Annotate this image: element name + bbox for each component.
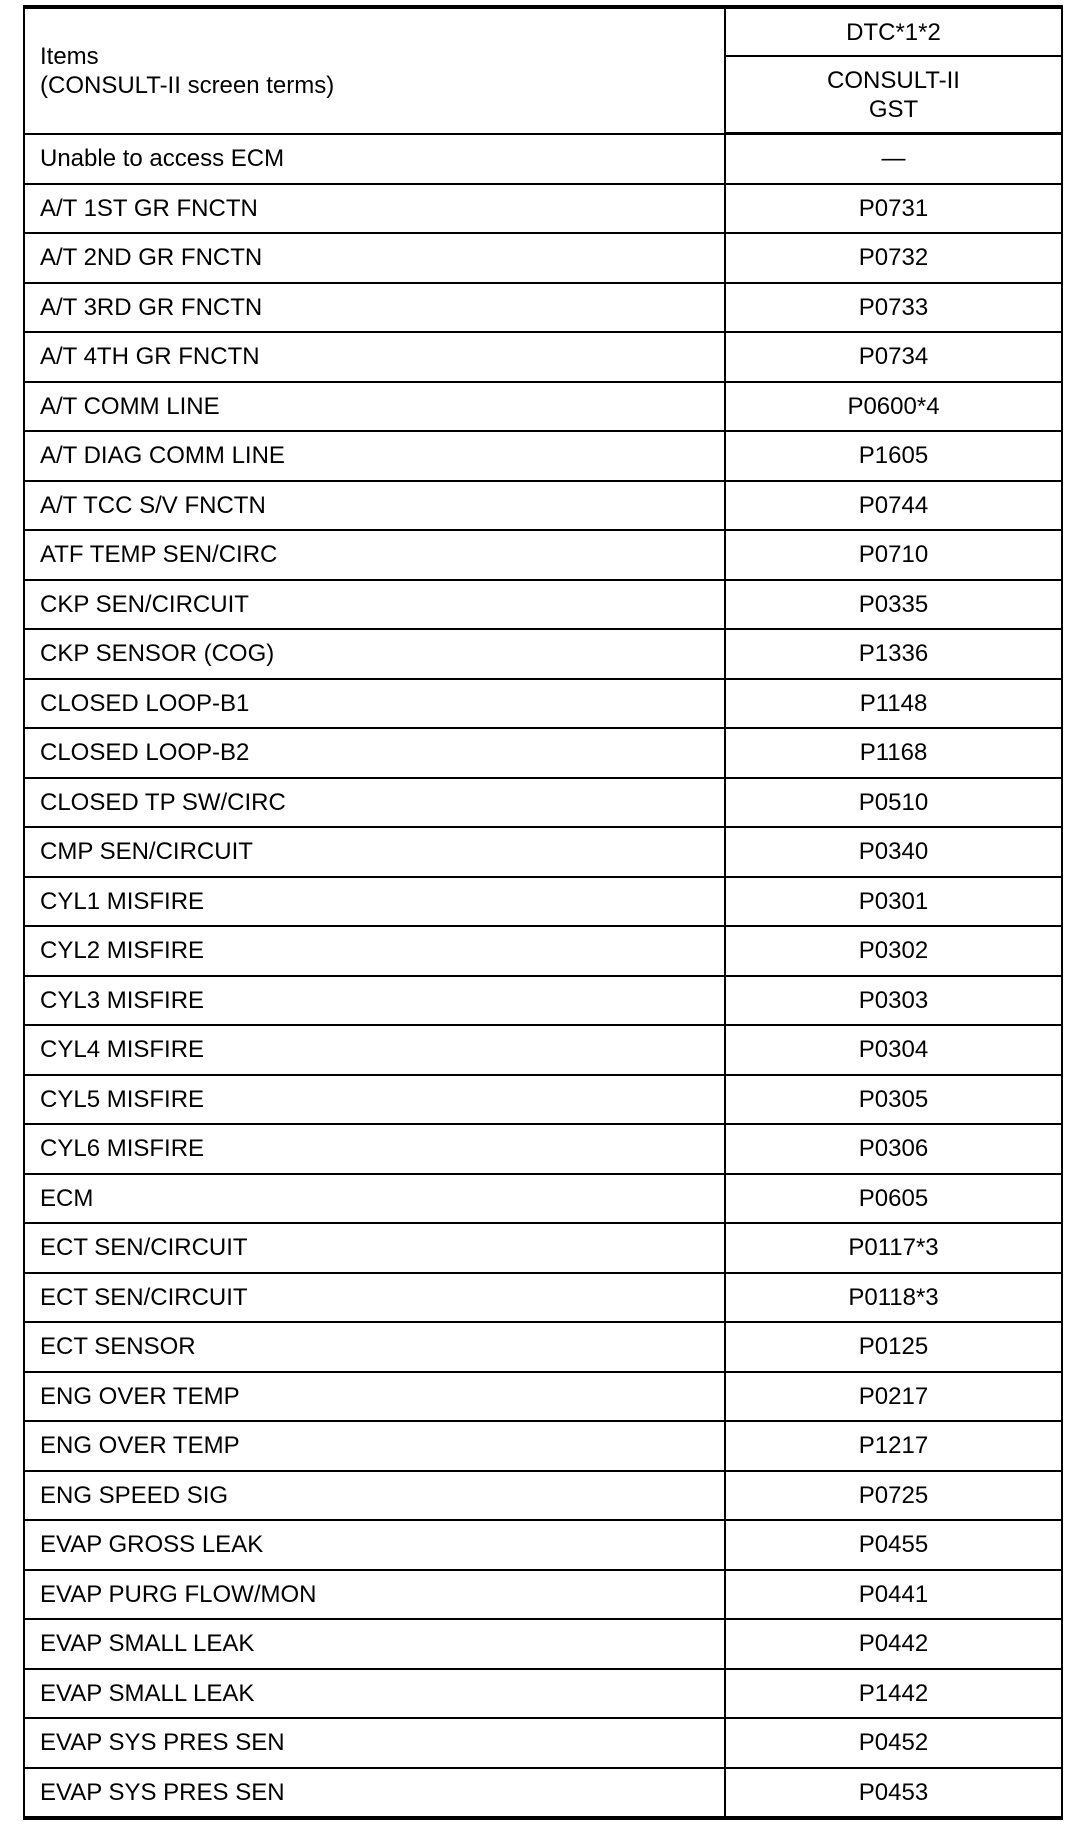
dtc-code-cell: P0117*3 <box>725 1223 1062 1273</box>
dtc-table-body <box>24 7 1062 1818</box>
table-row <box>24 679 1062 729</box>
dtc-code-cell: P0600*4 <box>725 382 1062 432</box>
items-header-subtitle: (CONSULT-II screen terms) <box>40 71 335 99</box>
dtc-code-cell: P1148 <box>725 679 1062 729</box>
dtc-code-cell: P0455 <box>725 1520 1062 1570</box>
table-row <box>24 530 1062 580</box>
item-cell: EVAP SYS PRES SEN <box>24 1768 725 1819</box>
dtc-code-cell: P0510 <box>725 778 1062 828</box>
dtc-code-cell: P1217 <box>725 1421 1062 1471</box>
item-cell: ENG OVER TEMP <box>24 1372 725 1422</box>
table-row <box>24 1768 1062 1819</box>
item-cell: ECT SENSOR <box>24 1322 725 1372</box>
item-cell: EVAP PURG FLOW/MON <box>24 1570 725 1620</box>
dtc-code-cell: P0302 <box>725 926 1062 976</box>
item-cell: CYL2 MISFIRE <box>24 926 725 976</box>
item-cell: EVAP SYS PRES SEN <box>24 1718 725 1768</box>
dtc-code-cell: P0303 <box>725 976 1062 1026</box>
dtc-code-cell: P0452 <box>725 1718 1062 1768</box>
table-row <box>24 1421 1062 1471</box>
item-cell: EVAP SMALL LEAK <box>24 1619 725 1669</box>
item-cell: CLOSED LOOP-B2 <box>24 728 725 778</box>
item-cell: A/T DIAG COMM LINE <box>24 431 725 481</box>
item-cell: A/T 3RD GR FNCTN <box>24 283 725 333</box>
item-cell: CKP SEN/CIRCUIT <box>24 580 725 630</box>
dtc-code-cell: P0731 <box>725 184 1062 234</box>
table-row <box>24 926 1062 976</box>
item-cell: ECT SEN/CIRCUIT <box>24 1273 725 1323</box>
table-row <box>24 1075 1062 1125</box>
dtc-code-cell: P1442 <box>725 1669 1062 1719</box>
item-cell: A/T COMM LINE <box>24 382 725 432</box>
table-row <box>24 827 1062 877</box>
item-cell: EVAP SMALL LEAK <box>24 1669 725 1719</box>
dtc-code-cell: — <box>725 134 1062 184</box>
dtc-code-cell: P0304 <box>725 1025 1062 1075</box>
table-row <box>24 580 1062 630</box>
dtc-code-cell: P0441 <box>725 1570 1062 1620</box>
table-row <box>24 134 1062 184</box>
item-cell: A/T 1ST GR FNCTN <box>24 184 725 234</box>
item-cell: EVAP GROSS LEAK <box>24 1520 725 1570</box>
item-cell: CYL5 MISFIRE <box>24 1075 725 1125</box>
dtc-code-cell: P0725 <box>725 1471 1062 1521</box>
dtc-code-cell: P1168 <box>725 728 1062 778</box>
dtc-code-cell: P0732 <box>725 233 1062 283</box>
item-cell: ATF TEMP SEN/CIRC <box>24 530 725 580</box>
item-cell: CMP SEN/CIRCUIT <box>24 827 725 877</box>
table-row <box>24 1718 1062 1768</box>
dtc-column-header: DTC*1*2 <box>725 7 1062 56</box>
item-cell: CYL3 MISFIRE <box>24 976 725 1026</box>
item-cell: CKP SENSOR (COG) <box>24 629 725 679</box>
table-row <box>24 629 1062 679</box>
table-row <box>24 1471 1062 1521</box>
table-row <box>24 877 1062 927</box>
item-cell: A/T 2ND GR FNCTN <box>24 233 725 283</box>
table-row <box>24 184 1062 234</box>
table-row <box>24 1520 1062 1570</box>
table-row <box>24 1124 1062 1174</box>
item-cell: ECT SEN/CIRCUIT <box>24 1223 725 1273</box>
table-row <box>24 1669 1062 1719</box>
dtc-code-cell: P0734 <box>725 332 1062 382</box>
item-cell: ENG OVER TEMP <box>24 1421 725 1471</box>
dtc-code-cell: P0118*3 <box>725 1273 1062 1323</box>
table-row <box>24 233 1062 283</box>
dtc-code-cell: P0301 <box>725 877 1062 927</box>
table-row <box>24 1223 1062 1273</box>
item-cell: CYL1 MISFIRE <box>24 877 725 927</box>
dtc-code-cell: P0217 <box>725 1372 1062 1422</box>
header-row-top <box>24 7 1062 56</box>
table-row <box>24 1570 1062 1620</box>
dtc-code-cell: P0453 <box>725 1768 1062 1819</box>
dtc-code-cell: P0733 <box>725 283 1062 333</box>
dtc-code-cell: P0335 <box>725 580 1062 630</box>
dtc-table <box>23 5 1063 1820</box>
dtc-code-cell: P0306 <box>725 1124 1062 1174</box>
item-cell: ENG SPEED SIG <box>24 1471 725 1521</box>
table-row <box>24 1619 1062 1669</box>
table-row <box>24 728 1062 778</box>
table-row <box>24 976 1062 1026</box>
table-row <box>24 382 1062 432</box>
dtc-code-cell: P1605 <box>725 431 1062 481</box>
dtc-code-cell: P1336 <box>725 629 1062 679</box>
dtc-code-cell: P0605 <box>725 1174 1062 1224</box>
dtc-code-cell: P0305 <box>725 1075 1062 1125</box>
item-cell: CYL4 MISFIRE <box>24 1025 725 1075</box>
item-cell: Unable to access ECM <box>24 134 725 184</box>
dtc-code-cell: P0125 <box>725 1322 1062 1372</box>
table-row <box>24 481 1062 531</box>
dtc-code-cell: P0710 <box>725 530 1062 580</box>
table-row <box>24 1322 1062 1372</box>
table-row <box>24 778 1062 828</box>
items-column-header <box>24 7 725 134</box>
dtc-code-cell: P0442 <box>725 1619 1062 1669</box>
table-row <box>24 283 1062 333</box>
dtc-code-cell: P0340 <box>725 827 1062 877</box>
dtc-code-cell: P0744 <box>725 481 1062 531</box>
table-row <box>24 1372 1062 1422</box>
item-cell: A/T 4TH GR FNCTN <box>24 332 725 382</box>
item-cell: A/T TCC S/V FNCTN <box>24 481 725 531</box>
table-row <box>24 1174 1062 1224</box>
table-row <box>24 431 1062 481</box>
gst-header-label: GST <box>868 95 919 123</box>
items-header-title: Items <box>40 42 99 70</box>
consult-header-label: CONSULT-II <box>827 66 960 94</box>
item-cell: CLOSED TP SW/CIRC <box>24 778 725 828</box>
table-row <box>24 1273 1062 1323</box>
table-row <box>24 1025 1062 1075</box>
consult-gst-header <box>725 56 1062 134</box>
item-cell: ECM <box>24 1174 725 1224</box>
item-cell: CLOSED LOOP-B1 <box>24 679 725 729</box>
item-cell: CYL6 MISFIRE <box>24 1124 725 1174</box>
table-row <box>24 332 1062 382</box>
